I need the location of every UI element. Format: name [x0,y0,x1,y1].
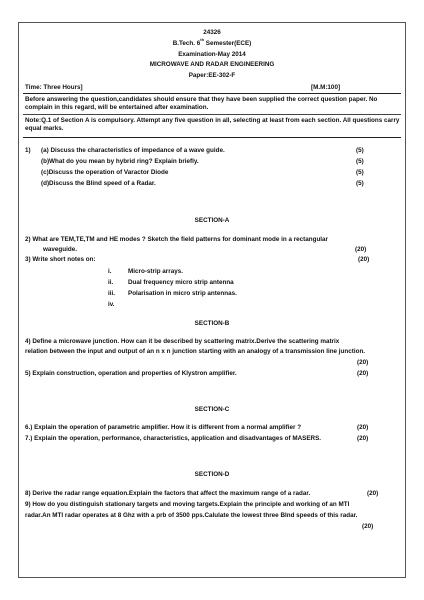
q6-marks: (20) [357,424,369,431]
general-instructions: Before answering the question,candidates should ensure that they have been supplied the correct question paper. No complain in this regard, will be entertained after examination. [25,96,378,111]
note-number: i. [108,268,112,275]
max-marks: [M.M:100] [311,84,341,91]
degree-line [0,37,424,48]
q9-marks: (20) [362,523,374,530]
q1-part-c: (c)Discuss the operation of Varactor Diode [41,169,169,176]
paper-number: Paper:EE-302-F [188,72,236,79]
q1-part-c-marks: (5) [356,169,364,176]
section-b-title: SECTION-B [194,320,230,327]
divider [23,137,401,138]
note-number: ii. [108,279,114,286]
divider [23,93,401,94]
q8-text: 8) Derive the radar range equation.Explain the factors that affect the maximum range of a radar. [25,490,311,497]
q5-text: 5) Explain construction, operation and properties of Klystron amplifier. [25,370,237,377]
note-number: iii. [108,290,115,297]
section-d-title: SECTION-D [194,471,230,478]
section-c-title: SECTION-C [194,406,230,413]
q3-marks: (20) [358,256,370,263]
degree-sup: th [200,37,205,42]
subject-title: MICROWAVE AND RADAR ENGINEERING [149,61,275,68]
q1-part-d: (d)Discuss the Blind speed of a Radar. [41,180,156,187]
q4-text-line2: relation between the input and output of an n x n junction starting with an analogy of a transmission line junction. [25,348,366,355]
q9-text-line1: 9) How do you distinguish stationary targets and moving targets.Explain the principle and working of an MTI [25,501,350,508]
note-item: Dual frequency micro strip antenna [128,279,234,286]
time-label: Time: Three Hours] [25,84,83,91]
q7-text: 7.) Explain the operation, performance, characteristics, application and disadvantages of MASERS. [25,435,322,442]
q1-part-a-marks: (5) [356,147,364,154]
q8-marks: (20) [367,490,379,497]
note-item: Micro-strip arrays. [128,268,183,275]
q1-part-d-marks: (5) [356,180,364,187]
q2-marks: (20) [355,246,367,253]
note-number: iv. [108,301,115,308]
q4-text-line1: 4) Define a microwave junction. How can it be described by scattering matrix.Derive the scattering matrix [25,338,340,345]
q3-text: 3) Write short notes on: [25,256,96,263]
q5-marks: (20) [357,370,369,377]
q2-text-line2: waveguide. [43,246,77,253]
exam-line: Examination-May 2014 [178,51,246,58]
q1-part-a: (a) Discuss the characteristics of impedance of a wave guide. [41,147,225,154]
q6-text: 6.) Explain the operation of parametric amplifier. How it is different from a normal amplifier ? [25,424,302,431]
q4-marks: (20) [357,359,369,366]
q9-text-line2: radar.An MTI radar operates at 8 Ghz with a prb of 3500 pps.Calulate the lowest three Blnd speeds of this radar. [25,512,358,519]
q1-part-b: (b)What do you mean by hybrid ring? Explain briefly. [41,158,199,165]
q7-marks: (20) [357,435,369,442]
paper-code: 24326 [203,29,221,36]
note-item: Polarisation in micro strip antennas. [128,290,237,297]
q1-part-b-marks: (5) [356,158,364,165]
note-instructions: Note:Q.1 of Section A is compulsory. Attempt any five question in all, selecting at least from each section. All questions carry equal marks. [25,117,400,132]
q1-number: 1) [25,147,31,154]
divider [23,114,401,115]
degree-prefix: B.Tech. 6 [172,40,201,47]
section-a-title: SECTION-A [194,217,230,224]
q2-text-line1: 2) What are TEM,TE,TM and HE modes ? Sketch the field patterns for dominant mode in a rectangular [25,236,328,243]
degree-suffix: Semester(ECE) [204,40,252,47]
